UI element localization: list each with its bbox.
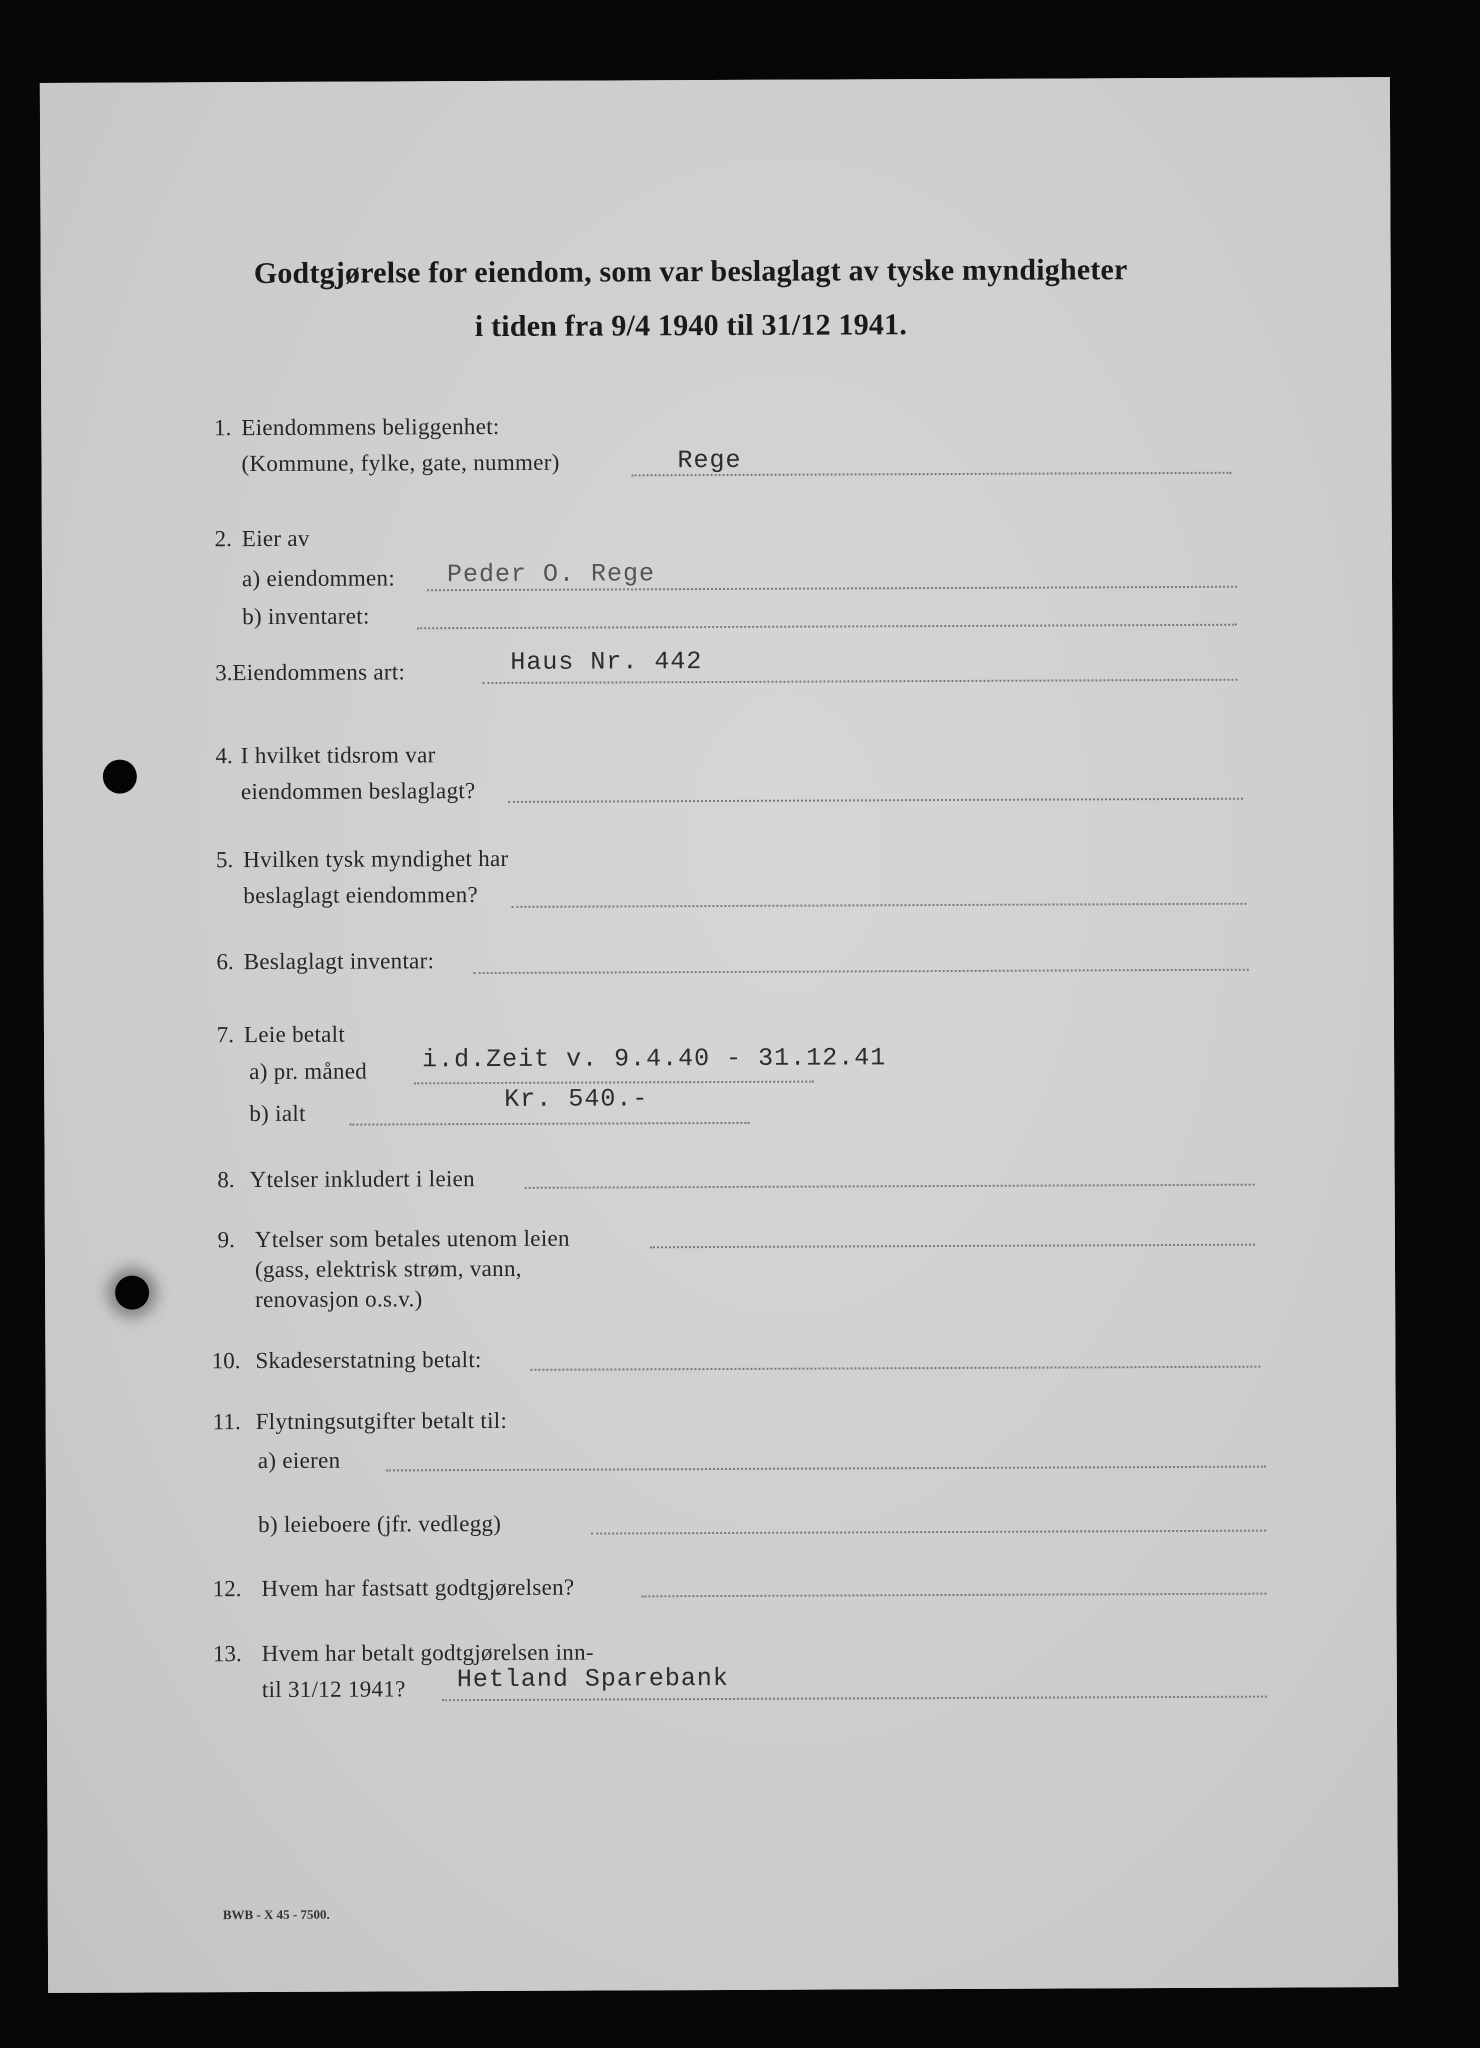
form-sheet — [40, 77, 1398, 1993]
q4-answer-line — [508, 798, 1243, 803]
q6-label: Beslaglagt inventar: — [243, 948, 435, 975]
q9-sublabel-1: (gass, elektrisk strøm, vann, — [254, 1255, 522, 1283]
form-footer-code: BWB - X 45 - 7500. — [222, 1906, 330, 1923]
q10-number: 10. — [211, 1348, 241, 1374]
q2a-label: a) eiendommen: — [241, 565, 396, 592]
punch-hole-top — [103, 760, 137, 794]
q7b-answer-line — [349, 1122, 749, 1126]
q8-label: Ytelser inkludert i leien — [249, 1166, 475, 1193]
q2a-answer[interactable]: Peder O. Rege — [446, 559, 656, 590]
q3-answer[interactable]: Haus Nr. 442 — [510, 647, 703, 677]
q13-label: Hvem har betalt godtgjørelsen inn- — [261, 1639, 594, 1667]
q9-label: Ytelser som betales utenom leien — [254, 1225, 570, 1253]
q7-number: 7. — [216, 1022, 235, 1048]
q13-sublabel: til 31/12 1941? — [261, 1676, 406, 1703]
q7-label: Leie betalt — [243, 1021, 346, 1048]
q2b-answer-line — [417, 624, 1237, 630]
q12-answer-line — [641, 1593, 1266, 1598]
q5-label: Hvilken tysk myndighet har — [243, 845, 509, 873]
q10-answer-line — [530, 1366, 1260, 1371]
q13-answer-line — [442, 1696, 1267, 1702]
q9-number: 9. — [217, 1227, 235, 1253]
q5-sublabel: beslaglagt eiendommen? — [243, 882, 479, 909]
q10-label: Skadeserstatning betalt: — [255, 1347, 482, 1374]
q5-number: 5. — [215, 847, 234, 873]
title-line-1: Godtgjørelse for eiendom, som var beslaglagt av tyske myndigheter — [253, 253, 1128, 291]
punch-hole-bottom — [115, 1275, 149, 1309]
q1-number: 1. — [214, 415, 232, 441]
q7b-label: b) ialt — [249, 1100, 306, 1127]
q12-number: 12. — [212, 1576, 242, 1602]
q9-sublabel-2: renovasjon o.s.v.) — [255, 1286, 423, 1313]
q1-sublabel: (Kommune, fylke, gate, nummer) — [241, 449, 560, 477]
q12-label: Hvem har fastsatt godtgjørelsen? — [261, 1574, 575, 1602]
q1-answer[interactable]: Rege — [677, 445, 742, 476]
title-line-2: i tiden fra 9/4 1940 til 31/12 1941. — [474, 308, 908, 344]
q11-label: Flytningsutgifter betalt til: — [255, 1407, 508, 1435]
q11b-answer-line — [591, 1530, 1266, 1535]
q9-answer-line — [650, 1244, 1255, 1249]
q7a-answer[interactable]: i.d.Zeit v. 9.4.40 - 31.12.41 — [422, 1043, 887, 1075]
form-title — [41, 242, 1341, 356]
q2-number: 2. — [214, 526, 232, 552]
q11-number: 11. — [212, 1409, 241, 1435]
q8-number: 8. — [217, 1167, 235, 1193]
q3-answer-line — [482, 679, 1237, 684]
q4-number: 4. — [215, 743, 233, 769]
q1-label: Eiendommens beliggenhet: — [241, 413, 500, 441]
q6-answer-line — [474, 969, 1249, 974]
q4-sublabel: eiendommen beslaglagt? — [240, 778, 476, 805]
q11b-label: b) leieboere (jfr. vedlegg) — [258, 1510, 502, 1538]
q2b-label: b) inventaret: — [242, 603, 370, 630]
q3-label: Eiendommens art: — [232, 659, 406, 686]
q13-answer[interactable]: Hetland Sparebank — [456, 1663, 729, 1695]
q7a-label: a) pr. måned — [249, 1058, 368, 1085]
q6-number: 6. — [216, 949, 234, 975]
q3-number: 3. — [215, 660, 233, 686]
q7b-answer[interactable]: Kr. 540.- — [504, 1084, 649, 1114]
q11a-answer-line — [386, 1466, 1266, 1472]
q11a-label: a) eieren — [257, 1447, 341, 1474]
q5-answer-line — [511, 903, 1246, 908]
q4-label: I hvilket tidsrom var — [240, 742, 436, 769]
q13-number: 13. — [212, 1641, 242, 1667]
q8-answer-line — [525, 1184, 1255, 1189]
q2-label: Eier av — [241, 525, 310, 552]
